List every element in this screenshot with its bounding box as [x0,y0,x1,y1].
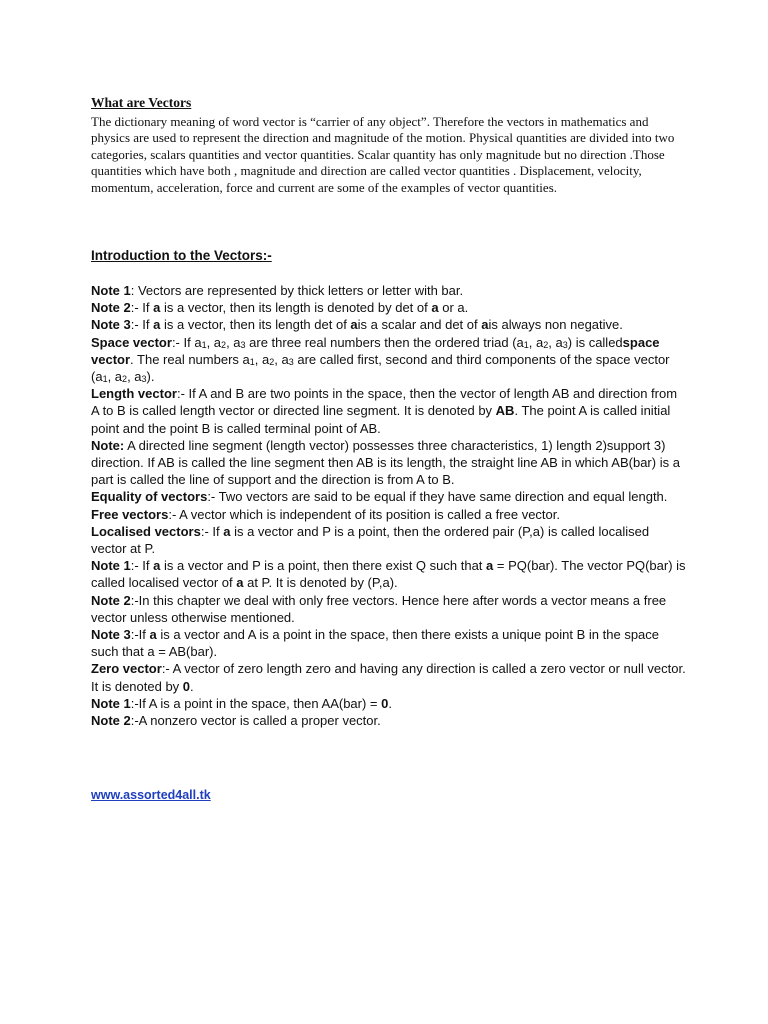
note-text: is a scalar and det of [357,317,482,333]
note-text: :- If A and B are two points in the space, then the vector of length AB and direction from A to B is called length vector or directed line segment. It is denoted by [91,386,678,419]
note-text: ) is called [567,334,623,350]
note-text: :- If [130,300,154,316]
note-text: , a [107,369,123,385]
note-text: is a vector and A is a point in the space, then there exists a unique point B in the space such that a = AB(bar). [91,627,660,660]
notes-list [91,282,687,729]
definition-label: Space vector [91,334,172,350]
note-text: is a vector, then its length is denoted by det of [160,300,432,316]
definition-length-vector [91,385,687,437]
note-vector-length [91,299,687,316]
note-text: is a vector and P is a point, then the ordered pair (P,a) is called localised vector at P. [91,523,650,557]
note-text: ). [146,369,155,385]
subscript: 1 [523,339,529,350]
note-text: A directed line segment (length vector) possesses three characteristics, 1) length 2)support 3) direction. If AB is called the line segment then AB is its length, the straight line AB in which AB(bar) is a part is called the line of support and the direction is from A to B. [91,437,680,488]
website-link[interactable]: www.assorted4all.tk [91,788,211,802]
note-text: , a [127,369,142,385]
zero-symbol: 0 [182,678,191,694]
subscript: 1 [249,356,255,367]
intro-paragraph: The dictionary meaning of word vector is “carrier of any object”. Therefore the vectors in mathematics and physics are used to represent the direction and magnitude of the motion. Physical quantities are divided into two categories, scalars quantities and vector quantities. Scalar quantity has only magnitude but no direction .Those quantities which have both , magnitude and direction are called vector quantities . Displacement, velocity, momentum, acceleration, force and current are some of the examples of vector quantities. [91,114,675,195]
note-text: is always non negative. [488,317,623,333]
note-label: Note 2 [91,713,131,729]
note-text: = PQ(bar). The vector PQ(bar) is called localised vector of [91,558,686,591]
note-text: :-A nonzero vector is called a proper vector. [130,713,381,729]
note-text: :- If [130,558,154,574]
note-text: are three real numbers then the ordered triad (a [245,334,524,350]
note-label: Note 1 [91,283,131,298]
note-label: Note 1 [91,558,131,574]
note-text: , a [254,351,270,367]
definition-label: Free vectors [91,506,169,522]
note-text: are called first, second and third components of the space vector (a [91,351,670,385]
note-label: Note 2 [91,300,131,316]
note-text: , a [206,334,222,350]
vector-symbol: a [223,523,231,539]
note-label: Note 2 [91,592,131,608]
vector-symbol: a [350,317,358,333]
definition-zero-vector [91,660,687,694]
note-text: :- If [200,523,224,539]
note-text: , a [548,334,563,350]
note-text: . The real numbers a [130,351,250,367]
vector-symbol: a [481,317,489,333]
definition-label: Equality of vectors [91,489,208,505]
note-text: or a. [438,300,469,316]
zero-symbol: 0 [381,695,389,711]
vector-symbol: a [149,627,157,643]
note-text: is a vector, then its length det of [160,317,351,333]
note-label: Note 3 [91,627,131,643]
section-heading: Introduction to the Vectors:- [91,248,272,263]
note-text: , a [274,351,289,367]
subscript: 1 [201,339,207,350]
vector-symbol: a [486,558,494,574]
note-text: :-If A is a point in the space, then AA(bar) = [130,695,382,711]
note-unique-point [91,626,687,660]
subscript: 1 [102,374,108,385]
note-text: : Vectors are represented by thick letters or letter with bar. [130,283,464,298]
definition-label: Zero vector [91,661,162,677]
note-text: , a [528,334,544,350]
note-text: :-In this chapter we deal with only free vectors. Hence here after words a vector means a free vector unless otherwise mentioned. [91,592,667,625]
definition-label: Localised vectors [91,523,201,539]
vector-symbol: a [153,317,161,333]
note-localised-vector [91,557,687,591]
note-text: :- If [130,317,154,333]
vector-symbol: a [153,558,161,574]
subscript: 3 [562,339,568,350]
definition-space-vector [91,334,687,386]
note-text: :-If [130,627,150,643]
subscript: 3 [288,356,294,367]
note-text: . [388,695,392,711]
page-title: What are Vectors [91,95,192,110]
note-text: is a vector and P is a point, then there exist Q such that [160,558,487,574]
note-text: at P. It is denoted by (P,a). [243,575,398,591]
vector-symbol: a [431,300,439,316]
note-vector-representation [91,282,687,299]
subscript: 2 [122,374,128,385]
note-label: Note: [91,437,125,453]
note-length-scalar [91,316,687,333]
bold-term: space vector [91,334,660,367]
definition-localised-vectors [91,523,687,557]
note-text: :- Two vectors are said to be equal if they have same direction and equal length. [207,489,668,505]
definition-label: Length vector [91,386,177,402]
definition-free-vectors [91,506,687,523]
vector-symbol: AB [495,403,515,419]
note-label: Note 3 [91,317,131,333]
subscript: 2 [221,339,227,350]
note-text: . [190,678,194,694]
vector-symbol: a [236,575,244,591]
note-directed-segment [91,437,687,489]
subscript: 2 [543,339,549,350]
note-text: , a [226,334,241,350]
note-text: :- If a [171,334,202,350]
note-free-vectors-only [91,592,687,626]
note-proper-vector [91,712,687,729]
vector-symbol: a [153,300,161,316]
note-text: :- A vector of zero length zero and having any direction is called a zero vector or null vector. It is denoted by [91,661,686,694]
note-zero-vector [91,695,687,712]
subscript: 3 [141,374,147,385]
subscript: 3 [240,339,246,350]
subscript: 2 [269,356,275,367]
definition-equality [91,488,687,505]
note-text: :- A vector which is independent of its position is called a free vector. [168,506,560,522]
note-text: . The point A is called initial point and the point B is called terminal point of AB. [91,403,671,436]
note-label: Note 1 [91,695,131,711]
